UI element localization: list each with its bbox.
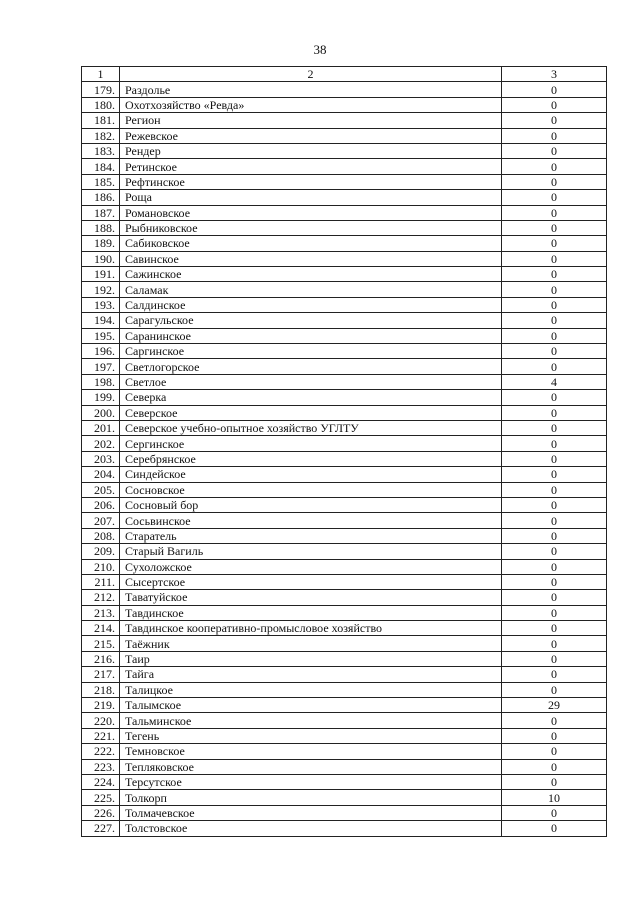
row-value-cell: 0 (502, 497, 607, 512)
table-row (82, 82, 607, 97)
table-row (82, 205, 607, 220)
row-number-cell: 179. (82, 82, 120, 97)
row-name-cell: Тавдинское кооперативно-промысловое хозяйство (120, 621, 502, 636)
row-value-cell: 0 (502, 174, 607, 189)
table-row (82, 497, 607, 512)
row-number-cell: 191. (82, 267, 120, 282)
row-value-cell: 0 (502, 728, 607, 743)
row-value-cell: 0 (502, 405, 607, 420)
row-value-cell: 0 (502, 390, 607, 405)
row-name-cell: Северское учебно-опытное хозяйство УГЛТУ (120, 420, 502, 435)
row-value-cell: 0 (502, 667, 607, 682)
row-name-cell: Тавдинское (120, 605, 502, 620)
table-row (82, 313, 607, 328)
row-value-cell: 10 (502, 790, 607, 805)
row-number-cell: 202. (82, 436, 120, 451)
row-number-cell: 199. (82, 390, 120, 405)
data-table (81, 66, 607, 837)
row-name-cell: Терсутское (120, 774, 502, 789)
row-value-cell: 0 (502, 436, 607, 451)
table-row (82, 220, 607, 235)
row-number-cell: 198. (82, 374, 120, 389)
row-name-cell: Северское (120, 405, 502, 420)
table-row (82, 590, 607, 605)
row-number-cell: 184. (82, 159, 120, 174)
row-name-cell: Таёжник (120, 636, 502, 651)
table-row (82, 682, 607, 697)
table-row (82, 159, 607, 174)
row-name-cell: Роща (120, 190, 502, 205)
row-value-cell: 0 (502, 190, 607, 205)
row-name-cell: Таватуйское (120, 590, 502, 605)
row-value-cell: 0 (502, 159, 607, 174)
table-row (82, 297, 607, 312)
table-row (82, 759, 607, 774)
row-number-cell: 210. (82, 559, 120, 574)
table-row (82, 698, 607, 713)
row-name-cell: Темновское (120, 744, 502, 759)
row-value-cell: 0 (502, 236, 607, 251)
row-value-cell: 0 (502, 605, 607, 620)
row-value-cell: 0 (502, 451, 607, 466)
row-number-cell: 226. (82, 805, 120, 820)
row-value-cell: 0 (502, 344, 607, 359)
row-value-cell: 0 (502, 359, 607, 374)
table-row (82, 559, 607, 574)
row-value-cell: 0 (502, 621, 607, 636)
row-value-cell: 0 (502, 205, 607, 220)
row-name-cell: Таир (120, 651, 502, 666)
row-name-cell: Сосьвинское (120, 513, 502, 528)
table-row (82, 405, 607, 420)
table-row (82, 420, 607, 435)
column-header-1: 1 (82, 67, 120, 82)
table-row (82, 774, 607, 789)
table-row (82, 651, 607, 666)
row-number-cell: 197. (82, 359, 120, 374)
row-value-cell: 0 (502, 574, 607, 589)
row-name-cell: Охотхозяйство «Ревда» (120, 97, 502, 112)
table-row (82, 236, 607, 251)
row-value-cell: 0 (502, 282, 607, 297)
row-number-cell: 208. (82, 528, 120, 543)
row-name-cell: Рефтинское (120, 174, 502, 189)
table-row (82, 621, 607, 636)
table-row (82, 605, 607, 620)
table-row (82, 728, 607, 743)
row-number-cell: 225. (82, 790, 120, 805)
row-number-cell: 203. (82, 451, 120, 466)
table-row (82, 97, 607, 112)
row-name-cell: Сысертское (120, 574, 502, 589)
row-name-cell: Тальминское (120, 713, 502, 728)
row-number-cell: 183. (82, 143, 120, 158)
row-number-cell: 205. (82, 482, 120, 497)
row-number-cell: 227. (82, 821, 120, 836)
table-row (82, 528, 607, 543)
table-body (82, 67, 607, 837)
row-name-cell: Серебрянское (120, 451, 502, 466)
row-name-cell: Сабиковское (120, 236, 502, 251)
row-value-cell: 0 (502, 220, 607, 235)
table-row (82, 451, 607, 466)
table-row (82, 143, 607, 158)
row-number-cell: 216. (82, 651, 120, 666)
row-name-cell: Сажинское (120, 267, 502, 282)
table-row (82, 544, 607, 559)
row-value-cell: 4 (502, 374, 607, 389)
row-value-cell: 0 (502, 682, 607, 697)
table-row (82, 282, 607, 297)
table-row (82, 267, 607, 282)
row-number-cell: 196. (82, 344, 120, 359)
row-name-cell: Саранинское (120, 328, 502, 343)
row-name-cell: Режевское (120, 128, 502, 143)
row-name-cell: Рендер (120, 143, 502, 158)
row-value-cell: 0 (502, 267, 607, 282)
row-value-cell: 0 (502, 744, 607, 759)
row-number-cell: 219. (82, 698, 120, 713)
row-number-cell: 181. (82, 113, 120, 128)
row-number-cell: 211. (82, 574, 120, 589)
row-value-cell: 0 (502, 328, 607, 343)
row-name-cell: Савинское (120, 251, 502, 266)
row-name-cell: Толстовское (120, 821, 502, 836)
row-number-cell: 222. (82, 744, 120, 759)
row-number-cell: 213. (82, 605, 120, 620)
row-name-cell: Тепляковское (120, 759, 502, 774)
table-row (82, 467, 607, 482)
row-name-cell: Старый Вагиль (120, 544, 502, 559)
row-number-cell: 182. (82, 128, 120, 143)
table-row (82, 667, 607, 682)
row-number-cell: 201. (82, 420, 120, 435)
table-row (82, 744, 607, 759)
row-name-cell: Саламак (120, 282, 502, 297)
row-value-cell: 0 (502, 528, 607, 543)
row-number-cell: 200. (82, 405, 120, 420)
row-value-cell: 29 (502, 698, 607, 713)
row-name-cell: Тегень (120, 728, 502, 743)
row-name-cell: Ретинское (120, 159, 502, 174)
row-number-cell: 214. (82, 621, 120, 636)
row-name-cell: Тайга (120, 667, 502, 682)
table-row (82, 174, 607, 189)
row-number-cell: 187. (82, 205, 120, 220)
row-number-cell: 193. (82, 297, 120, 312)
row-value-cell: 0 (502, 251, 607, 266)
row-name-cell: Рыбниковское (120, 220, 502, 235)
table-row (82, 328, 607, 343)
row-number-cell: 194. (82, 313, 120, 328)
row-value-cell: 0 (502, 590, 607, 605)
row-value-cell: 0 (502, 113, 607, 128)
row-value-cell: 0 (502, 97, 607, 112)
column-header-2: 2 (120, 67, 502, 82)
table-row (82, 436, 607, 451)
row-value-cell: 0 (502, 297, 607, 312)
row-name-cell: Талымское (120, 698, 502, 713)
row-number-cell: 215. (82, 636, 120, 651)
row-number-cell: 189. (82, 236, 120, 251)
row-number-cell: 195. (82, 328, 120, 343)
row-value-cell: 0 (502, 559, 607, 574)
row-name-cell: Талицкое (120, 682, 502, 697)
row-value-cell: 0 (502, 759, 607, 774)
row-number-cell: 192. (82, 282, 120, 297)
table-row (82, 790, 607, 805)
row-number-cell: 220. (82, 713, 120, 728)
row-name-cell: Салдинское (120, 297, 502, 312)
row-number-cell: 180. (82, 97, 120, 112)
row-name-cell: Саргинское (120, 344, 502, 359)
row-name-cell: Сарагульское (120, 313, 502, 328)
row-name-cell: Толмачевское (120, 805, 502, 820)
row-number-cell: 223. (82, 759, 120, 774)
row-name-cell: Сергинское (120, 436, 502, 451)
row-value-cell: 0 (502, 774, 607, 789)
table-row (82, 805, 607, 820)
row-number-cell: 206. (82, 497, 120, 512)
row-name-cell: Светлогорское (120, 359, 502, 374)
row-number-cell: 188. (82, 220, 120, 235)
row-number-cell: 190. (82, 251, 120, 266)
row-number-cell: 217. (82, 667, 120, 682)
table-header-row (82, 67, 607, 82)
table-row (82, 574, 607, 589)
table-row (82, 344, 607, 359)
row-value-cell: 0 (502, 420, 607, 435)
row-number-cell: 209. (82, 544, 120, 559)
table-row (82, 374, 607, 389)
row-value-cell: 0 (502, 467, 607, 482)
page-number: 38 (313, 42, 327, 57)
row-name-cell: Регион (120, 113, 502, 128)
table-row (82, 190, 607, 205)
row-number-cell: 218. (82, 682, 120, 697)
table-row (82, 636, 607, 651)
table-row (82, 251, 607, 266)
row-value-cell: 0 (502, 805, 607, 820)
row-value-cell: 0 (502, 544, 607, 559)
row-name-cell: Светлое (120, 374, 502, 389)
row-value-cell: 0 (502, 143, 607, 158)
table-row (82, 821, 607, 836)
row-name-cell: Романовское (120, 205, 502, 220)
row-value-cell: 0 (502, 482, 607, 497)
row-value-cell: 0 (502, 82, 607, 97)
table-row (82, 482, 607, 497)
row-name-cell: Сухоложское (120, 559, 502, 574)
row-value-cell: 0 (502, 313, 607, 328)
row-name-cell: Старатель (120, 528, 502, 543)
row-number-cell: 204. (82, 467, 120, 482)
row-value-cell: 0 (502, 636, 607, 651)
column-header-3: 3 (502, 67, 607, 82)
row-name-cell: Северка (120, 390, 502, 405)
row-name-cell: Сосновый бор (120, 497, 502, 512)
row-number-cell: 186. (82, 190, 120, 205)
table-row (82, 513, 607, 528)
row-value-cell: 0 (502, 821, 607, 836)
row-name-cell: Сосновское (120, 482, 502, 497)
row-number-cell: 221. (82, 728, 120, 743)
row-value-cell: 0 (502, 128, 607, 143)
row-value-cell: 0 (502, 713, 607, 728)
row-value-cell: 0 (502, 513, 607, 528)
row-name-cell: Синдейское (120, 467, 502, 482)
row-name-cell: Раздолье (120, 82, 502, 97)
row-number-cell: 185. (82, 174, 120, 189)
row-number-cell: 224. (82, 774, 120, 789)
row-number-cell: 212. (82, 590, 120, 605)
row-value-cell: 0 (502, 651, 607, 666)
table-row (82, 713, 607, 728)
table-row (82, 128, 607, 143)
table-row (82, 390, 607, 405)
table-row (82, 359, 607, 374)
row-name-cell: Толкорп (120, 790, 502, 805)
row-number-cell: 207. (82, 513, 120, 528)
table-row (82, 113, 607, 128)
